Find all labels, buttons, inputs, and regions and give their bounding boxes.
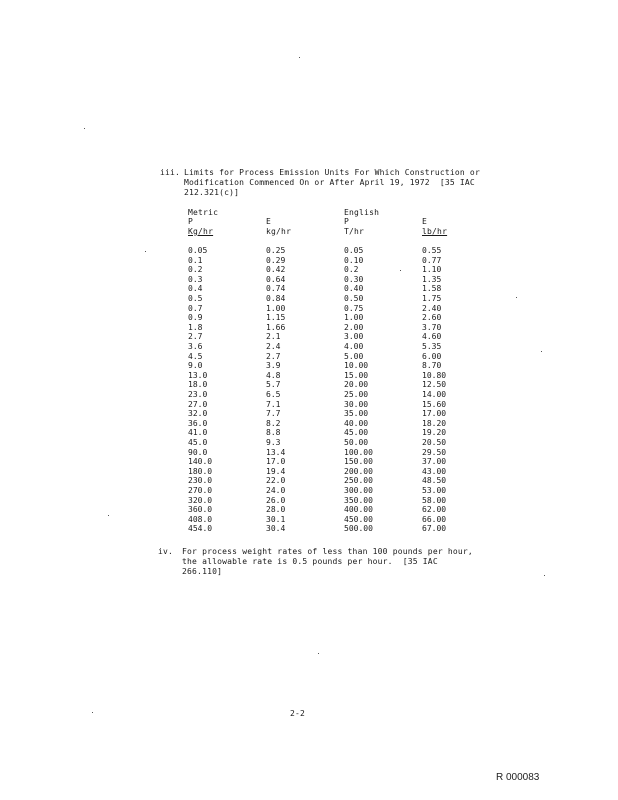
- english-p-cell: 45.00: [344, 428, 369, 438]
- unit-metric-p: Kg/hr: [188, 227, 214, 236]
- english-e-cell: 62.00: [422, 505, 447, 515]
- english-p-cell: 35.00: [344, 409, 369, 419]
- table-row: [188, 294, 548, 303]
- english-e-cell: 43.00: [422, 466, 447, 476]
- metric-p-cell: 454.0: [188, 524, 213, 534]
- section-iii-line-3: 212.321(c)]: [184, 188, 240, 197]
- english-p-cell: 4.00: [344, 342, 364, 351]
- scan-speck: [516, 297, 517, 298]
- metric-p-cell: 360.0: [188, 505, 213, 515]
- metric-e-cell: 26.0: [266, 495, 286, 505]
- metric-p-cell: 408.0: [188, 514, 213, 524]
- table-row: [188, 400, 548, 409]
- metric-e-cell: 28.0: [266, 505, 286, 515]
- unit-english-e: lb/hr: [422, 227, 448, 236]
- scan-speck: [544, 575, 545, 576]
- metric-p-cell: 140.0: [188, 457, 213, 467]
- english-p-cell: 350.00: [344, 495, 373, 505]
- english-p-cell: 200.00: [344, 466, 373, 476]
- symbol-metric-p: P: [188, 217, 194, 226]
- table-row: [188, 457, 548, 466]
- table-row: [188, 496, 548, 505]
- metric-e-cell: 7.7: [266, 409, 281, 419]
- metric-p-cell: 0.7: [188, 303, 203, 313]
- english-e-cell: 10.80: [422, 370, 447, 380]
- table-row: [188, 438, 548, 447]
- metric-e-cell: 0.42: [266, 265, 286, 275]
- metric-p-cell: 36.0: [188, 418, 208, 428]
- table-row: [188, 304, 548, 313]
- english-e-cell: 58.00: [422, 495, 447, 505]
- english-p-cell: 400.00: [344, 505, 373, 515]
- english-e-cell: 29.50: [422, 447, 447, 457]
- metric-p-cell: 3.6: [188, 342, 203, 351]
- metric-e-cell: 8.2: [266, 418, 281, 428]
- metric-e-cell: 24.0: [266, 486, 286, 495]
- metric-p-cell: 0.9: [188, 313, 203, 323]
- metric-e-cell: 1.00: [266, 303, 286, 313]
- english-p-cell: 5.00: [344, 351, 364, 361]
- metric-e-cell: 0.84: [266, 294, 286, 303]
- metric-e-cell: 17.0: [266, 457, 286, 467]
- metric-p-cell: 41.0: [188, 428, 208, 438]
- bates-number: R 000083: [496, 772, 540, 783]
- english-p-cell: 10.00: [344, 361, 369, 371]
- metric-e-cell: 0.25: [266, 246, 286, 255]
- english-e-cell: 14.00: [422, 390, 447, 399]
- english-p-cell: 0.30: [344, 274, 364, 284]
- table-row: [188, 419, 548, 428]
- table-row: [188, 380, 548, 389]
- english-e-cell: 53.00: [422, 486, 447, 495]
- metric-e-cell: 5.7: [266, 380, 281, 390]
- english-e-cell: 1.58: [422, 284, 442, 294]
- table-row: [188, 390, 548, 399]
- metric-e-cell: 7.1: [266, 399, 281, 409]
- table-row: [188, 476, 548, 485]
- metric-e-cell: 1.66: [266, 322, 286, 332]
- english-e-cell: 0.55: [422, 246, 442, 255]
- table-row: [188, 448, 548, 457]
- metric-p-cell: 0.05: [188, 246, 208, 255]
- scan-speck: [84, 128, 85, 129]
- metric-p-cell: 32.0: [188, 409, 208, 419]
- english-e-cell: 8.70: [422, 361, 442, 371]
- metric-e-cell: 2.7: [266, 351, 281, 361]
- symbol-english-e: E: [422, 217, 428, 226]
- english-p-cell: 0.75: [344, 303, 364, 313]
- section-iii-line-2: Modification Commenced On or After April 19, 1972 [35 IAC: [184, 178, 475, 187]
- english-e-cell: 5.35: [422, 342, 442, 351]
- scan-speck: [299, 57, 300, 58]
- english-p-cell: 0.05: [344, 246, 364, 255]
- metric-e-cell: 1.15: [266, 313, 286, 323]
- metric-p-cell: 0.2: [188, 265, 203, 275]
- english-p-cell: 250.00: [344, 476, 373, 486]
- table-row: [188, 256, 548, 265]
- english-group-header: English: [344, 208, 380, 217]
- symbol-english-p: P: [344, 217, 350, 226]
- english-e-cell: 20.50: [422, 438, 447, 447]
- metric-p-cell: 4.5: [188, 351, 203, 361]
- table-row: [188, 246, 548, 255]
- metric-e-cell: 30.1: [266, 514, 286, 524]
- metric-p-cell: 320.0: [188, 495, 213, 505]
- english-p-cell: 500.00: [344, 524, 373, 534]
- english-p-cell: 1.00: [344, 313, 364, 323]
- scan-speck: [108, 515, 109, 516]
- english-p-cell: 0.10: [344, 255, 364, 265]
- english-p-cell: 0.40: [344, 284, 364, 294]
- english-e-cell: 2.40: [422, 303, 442, 313]
- metric-e-cell: 3.9: [266, 361, 281, 371]
- table-row: [188, 467, 548, 476]
- table-row: [188, 284, 548, 293]
- section-iv-line-1: For process weight rates of less than 100 pounds per hour,: [182, 547, 473, 556]
- table-row: [188, 323, 548, 332]
- metric-p-cell: 0.4: [188, 284, 203, 294]
- metric-e-cell: 9.3: [266, 438, 281, 447]
- english-e-cell: 12.50: [422, 380, 447, 390]
- unit-english-p: T/hr: [344, 227, 365, 236]
- english-p-cell: 20.00: [344, 380, 369, 390]
- english-p-cell: 150.00: [344, 457, 373, 467]
- page-number: 2-2: [290, 709, 306, 718]
- table-row: [188, 428, 548, 437]
- metric-p-cell: 180.0: [188, 466, 213, 476]
- metric-e-cell: 6.5: [266, 390, 281, 399]
- english-e-cell: 37.00: [422, 457, 447, 467]
- table-row: [188, 409, 548, 418]
- english-e-cell: 2.60: [422, 313, 442, 323]
- english-p-cell: 300.00: [344, 486, 373, 495]
- table-row: [188, 342, 548, 351]
- metric-p-cell: 18.0: [188, 380, 208, 390]
- metric-group-header: Metric: [188, 208, 219, 217]
- metric-e-cell: 19.4: [266, 466, 286, 476]
- scan-speck: [145, 251, 146, 252]
- english-e-cell: 0.77: [422, 255, 442, 265]
- table-row: [188, 352, 548, 361]
- table-row: [188, 332, 548, 341]
- metric-e-cell: 2.1: [266, 332, 281, 342]
- metric-p-cell: 27.0: [188, 399, 208, 409]
- english-p-cell: 3.00: [344, 332, 364, 342]
- metric-p-cell: 2.7: [188, 332, 203, 342]
- unit-metric-e: kg/hr: [266, 227, 292, 236]
- english-e-cell: 4.60: [422, 332, 442, 342]
- english-p-cell: 50.00: [344, 438, 369, 447]
- table-row: [188, 313, 548, 322]
- metric-e-cell: 4.8: [266, 370, 281, 380]
- section-iv-line-2: the allowable rate is 0.5 pounds per hour. [35 IAC: [182, 557, 438, 566]
- emission-limits-table: [188, 246, 518, 536]
- section-iv-label: iv.: [158, 547, 174, 556]
- table-row: [188, 361, 548, 370]
- english-p-cell: 30.00: [344, 399, 369, 409]
- metric-p-cell: 45.0: [188, 438, 208, 447]
- english-p-cell: 25.00: [344, 390, 369, 399]
- metric-p-cell: 9.0: [188, 361, 203, 371]
- english-e-cell: 48.50: [422, 476, 447, 486]
- section-iv-line-3: 266.110]: [182, 567, 223, 576]
- english-e-cell: 1.35: [422, 274, 442, 284]
- english-e-cell: 1.75: [422, 294, 442, 303]
- scan-speck: [400, 270, 401, 271]
- english-e-cell: 18.20: [422, 418, 447, 428]
- english-p-cell: 0.50: [344, 294, 364, 303]
- english-e-cell: 17.00: [422, 409, 447, 419]
- metric-p-cell: 0.3: [188, 274, 203, 284]
- scan-speck: [92, 712, 93, 713]
- english-p-cell: 100.00: [344, 447, 373, 457]
- english-e-cell: 6.00: [422, 351, 442, 361]
- english-p-cell: 15.00: [344, 370, 369, 380]
- metric-p-cell: 0.1: [188, 255, 203, 265]
- metric-e-cell: 0.29: [266, 255, 286, 265]
- english-e-cell: 67.00: [422, 524, 447, 534]
- table-row: [188, 515, 548, 524]
- english-p-cell: 0.2: [344, 265, 359, 275]
- english-e-cell: 1.10: [422, 265, 442, 275]
- table-row: [188, 524, 548, 533]
- scan-speck: [318, 653, 319, 654]
- table-row: [188, 265, 548, 274]
- metric-e-cell: 0.64: [266, 274, 286, 284]
- table-row: [188, 275, 548, 284]
- section-iii-line-1: Limits for Process Emission Units For Which Construction or: [184, 168, 480, 177]
- english-e-cell: 3.70: [422, 322, 442, 332]
- scan-speck: [541, 351, 542, 352]
- metric-e-cell: 8.8: [266, 428, 281, 438]
- metric-p-cell: 270.0: [188, 486, 213, 495]
- metric-e-cell: 2.4: [266, 342, 281, 351]
- table-row: [188, 486, 548, 495]
- metric-e-cell: 30.4: [266, 524, 286, 534]
- metric-p-cell: 13.0: [188, 370, 208, 380]
- english-p-cell: 40.00: [344, 418, 369, 428]
- english-p-cell: 2.00: [344, 322, 364, 332]
- english-e-cell: 66.00: [422, 514, 447, 524]
- metric-p-cell: 90.0: [188, 447, 208, 457]
- english-e-cell: 19.20: [422, 428, 447, 438]
- metric-p-cell: 230.0: [188, 476, 213, 486]
- metric-p-cell: 23.0: [188, 390, 208, 399]
- table-row: [188, 505, 548, 514]
- metric-e-cell: 22.0: [266, 476, 286, 486]
- metric-p-cell: 1.8: [188, 322, 203, 332]
- english-p-cell: 450.00: [344, 514, 373, 524]
- metric-e-cell: 13.4: [266, 447, 286, 457]
- table-row: [188, 371, 548, 380]
- metric-e-cell: 0.74: [266, 284, 286, 294]
- metric-p-cell: 0.5: [188, 294, 203, 303]
- english-e-cell: 15.60: [422, 399, 447, 409]
- symbol-metric-e: E: [266, 217, 272, 226]
- section-iii-label: iii.: [160, 168, 181, 177]
